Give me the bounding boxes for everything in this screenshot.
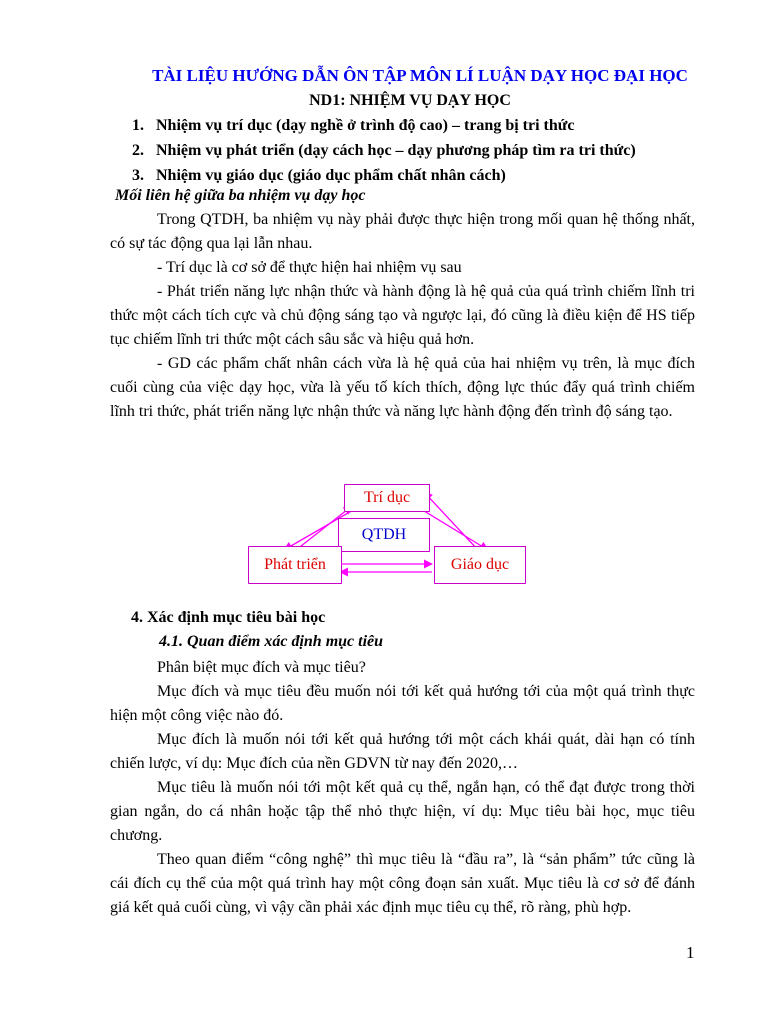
paragraph: Mục đích và mục tiêu đều muốn nói tới kết quả hướng tới của một quá trình thực hiện một công việc nào đó. <box>110 683 695 724</box>
paragraph: Phân biệt mục đích và mục tiêu? <box>157 659 366 676</box>
paragraph: - GD các phẩm chất nhân cách vừa là hệ quả của hai nhiệm vụ trên, là mục đích cuối cùng của việc dạy học, vừa là yếu tố kích thích, động lực thúc đẩy quá trình chiếm lĩnh tri thức, phát triển năng lực nhận thức và năng lực hành động đến trình độ sáng tạo. <box>110 355 695 420</box>
paragraph: Mục tiêu là muốn nói tới một kết quả cụ thể, ngắn hạn, có thể đạt được trong thời gian ngắn, do cá nhân hoặc tập thể nhỏ thực hiện, ví dụ: Mục tiêu bài học, mục tiêu chương. <box>110 779 695 844</box>
section-body <box>110 656 695 920</box>
paragraph: Theo quan điểm “công nghệ” thì mục tiêu là “đầu ra”, là “sản phẩm” tức cũng là cái đích cụ thể của một quá trình hay một công đoạn sản xuất. Mục tiêu là cơ sở để đánh giá kết quả cuối cùng, vì vậy cần phải xác định mục tiêu cụ thể, rõ ràng, phù hợp. <box>110 851 695 916</box>
relation-body <box>110 208 695 424</box>
diagram-node-qtdh: QTDH <box>338 518 430 552</box>
task-list <box>132 117 636 192</box>
paragraph: - Trí dục là cơ sở để thực hiện hai nhiệm vụ sau <box>157 259 462 276</box>
paragraph: - Phát triển năng lực nhận thức và hành động là hệ quả của quá trình chiếm lĩnh tri thức một cách tích cực và chủ động sáng tạo và ngược lại, đó cũng là điều kiện để HS tiếp tục chiếm lĩnh tri thức một cách sâu sắc và hiệu quả hơn. <box>110 283 695 348</box>
section-heading: 4. Xác định mục tiêu bài học <box>131 609 326 626</box>
diagram-node-phat-trien: Phát triển <box>248 546 342 584</box>
diagram-node-giao-duc: Giáo dục <box>434 546 526 584</box>
list-item: 3. Nhiệm vụ giáo dục (giáo dục phẩm chất nhân cách) <box>132 167 506 184</box>
diagram-node-tri-duc: Trí dục <box>344 484 430 512</box>
paragraph: Trong QTDH, ba nhiệm vụ này phải được thực hiện trong mối quan hệ thống nhất, có sự tác động qua lại lẫn nhau. <box>110 211 695 252</box>
task-relation-diagram <box>248 482 528 586</box>
document-subtitle: ND1: NHIỆM VỤ DẠY HỌC <box>309 92 511 109</box>
page-number: 1 <box>686 943 695 962</box>
list-item: 2. Nhiệm vụ phát triển (dạy cách học – dạy phương pháp tìm ra tri thức) <box>132 142 636 159</box>
subsection-heading: 4.1. Quan điểm xác định mục tiêu <box>159 633 384 650</box>
relation-heading: Mối liên hệ giữa ba nhiệm vụ dạy học <box>115 187 366 204</box>
arrow-giao-duc-to-tri-duc <box>424 492 478 550</box>
list-item: 1. Nhiệm vụ trí dục (dạy nghề ở trình độ cao) – trang bị tri thức <box>132 117 575 134</box>
document-title: TÀI LIỆU HƯỚNG DẪN ÔN TẬP MÔN LÍ LUẬN DẠY HỌC ĐẠI HỌC <box>152 66 688 85</box>
paragraph: Mục đích là muốn nói tới kết quả hướng tới một cách khái quát, dài hạn có tính chiến lược, ví dụ: Mục đích của nền GDVN từ nay đến 2020,… <box>110 731 695 772</box>
